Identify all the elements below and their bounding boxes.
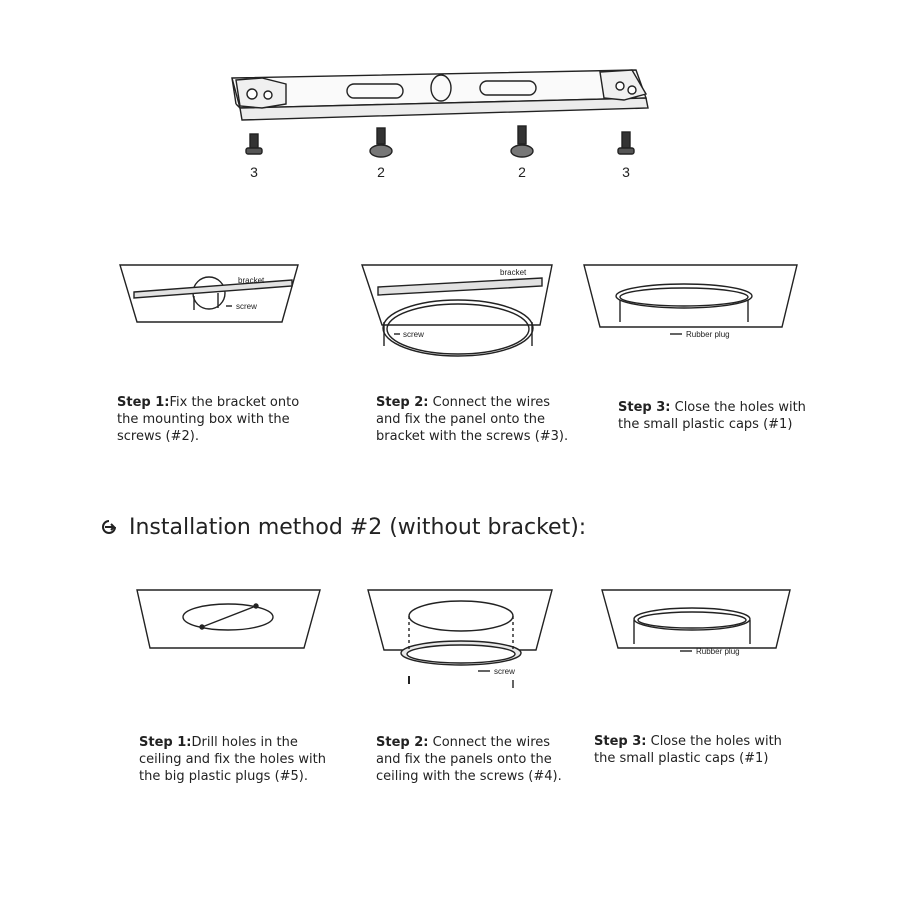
screw-count-4: 3 [622, 164, 630, 180]
m2-step1-illustration [137, 590, 320, 648]
m1-rubber-plug-label: Rubber plug [686, 330, 730, 339]
method2-heading-text: Installation method #2 (without bracket): [129, 515, 587, 540]
m2-step1-caption: Step 1:Drill holes in the ceiling and fix the holes with the big plastic plugs (#5). [139, 735, 326, 784]
m1-step3-illustration [584, 265, 797, 334]
m1-bracket-label-2: bracket [500, 268, 527, 277]
m2-step3-illustration [602, 590, 790, 651]
screw-count-1: 3 [250, 164, 258, 180]
m1-bracket-label-1: bracket [238, 276, 265, 285]
m1-step1-caption: Step 1:Fix the bracket onto the mounting box with the screws (#2). [117, 395, 300, 444]
m1-screw-label-1: screw [236, 302, 257, 311]
m2-step2-caption: Step 2: Connect the wires and fix the panels onto the ceiling with the screws (#4). [376, 735, 562, 784]
m1-step3-caption: Step 3: Close the holes with the small plastic caps (#1) [618, 400, 806, 432]
screw-2-left [370, 128, 392, 157]
step-title: Step 2: [376, 735, 429, 750]
m2-rubber-plug-label: Rubber plug [696, 647, 740, 656]
m1-step2-caption: Step 2: Connect the wires and fix the panel onto the bracket with the screws (#3). [376, 395, 569, 444]
m2-step3-caption: Step 3: Close the holes with the small plastic caps (#1) [594, 734, 782, 766]
m2-screw-label: screw [494, 667, 515, 676]
mounting-bracket [232, 70, 648, 120]
step-title: Step 3: [618, 400, 671, 415]
screw-count-3: 2 [518, 164, 526, 180]
step-title: Step 3: [594, 734, 647, 749]
screw-2-right [511, 126, 533, 157]
m2-step2-illustration [368, 590, 552, 688]
m1-step1-illustration [120, 265, 298, 322]
step-title: Step 1: [117, 395, 170, 410]
m1-screw-label-2: screw [403, 330, 424, 339]
step-title: Step 1: [139, 735, 192, 750]
screw-3-left [246, 134, 262, 154]
screw-3-right [618, 132, 634, 154]
method2-heading [100, 515, 586, 540]
circled-arrow-icon [100, 515, 122, 540]
m1-step2-illustration [362, 265, 552, 356]
step-title: Step 2: [376, 395, 429, 410]
screw-count-2: 2 [377, 164, 385, 180]
